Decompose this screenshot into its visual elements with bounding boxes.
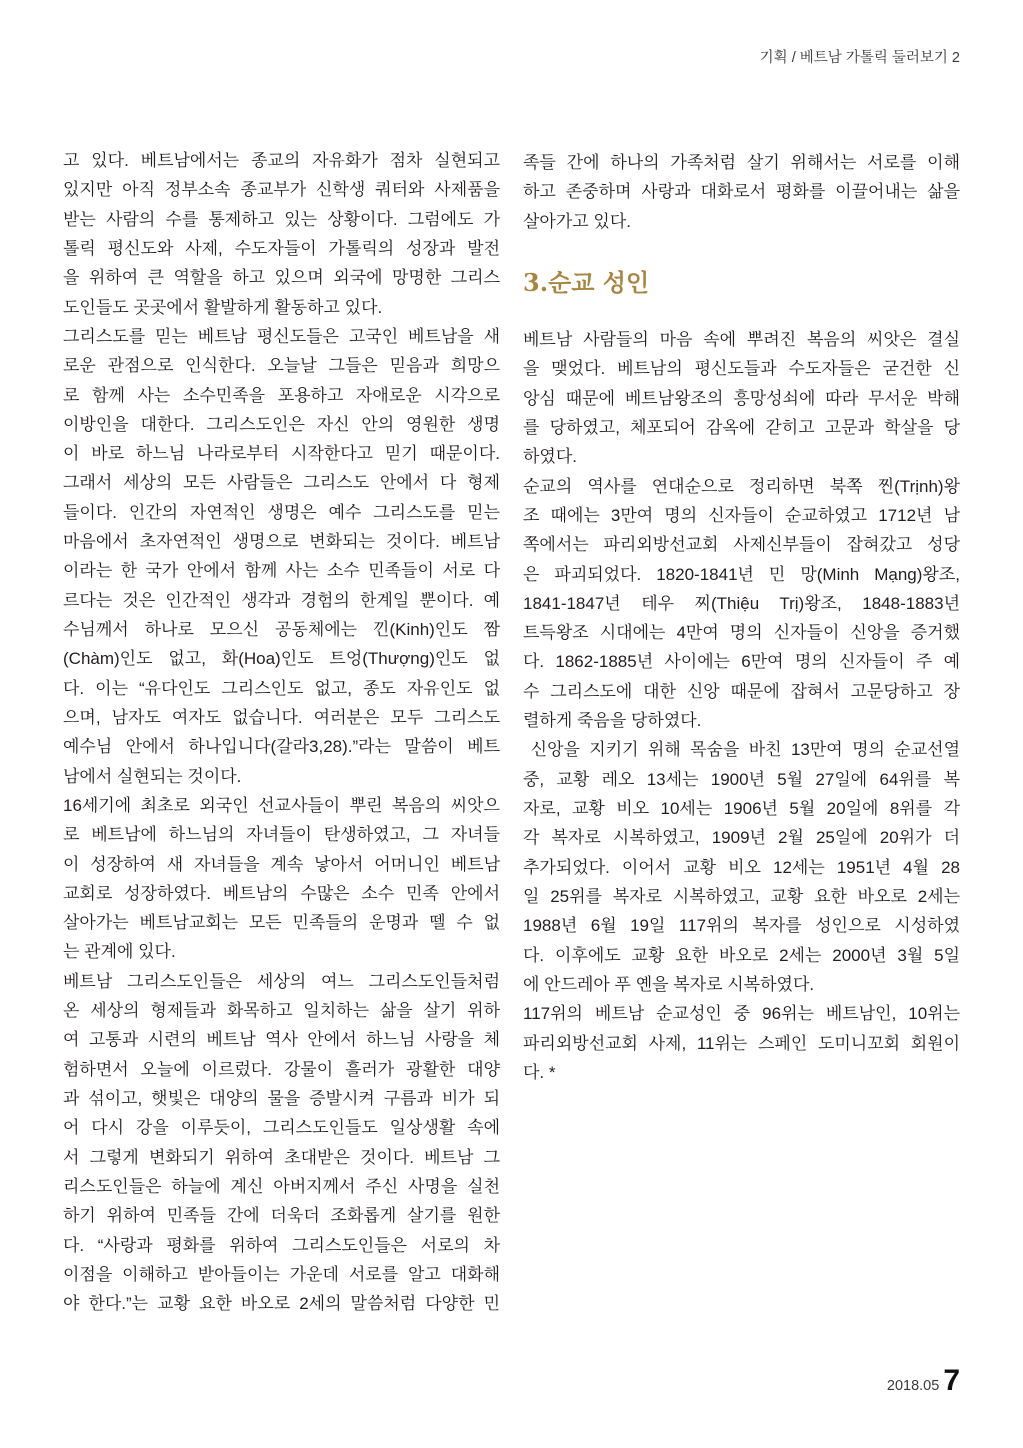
right-column-intro <box>523 148 960 236</box>
text-line: 1988년 6월 19일 117위의 복자를 성인으로 시성하였 <box>523 916 960 936</box>
paragraph <box>523 999 960 1087</box>
text-line: 이 바로 하느님 나라로부터 시작한다고 믿기 때문이다. <box>63 444 500 464</box>
text-line: 다. * <box>523 1062 556 1082</box>
text-line: 남에서 실현되는 것이다. <box>63 766 242 786</box>
paragraph <box>63 322 500 791</box>
right-column-body <box>523 325 960 1087</box>
text-line: 그리스도를 믿는 베트남 평신도들은 고국인 베트남을 새 <box>63 326 500 346</box>
text-line: 1841-1847년 테우 찌(Thiệu Trị)왕조, 1848-1883년 <box>523 593 960 613</box>
text-line: 이 성장하여 새 자녀들을 계속 낳아서 어머니인 베트남 <box>63 854 500 874</box>
text-line: 예수님 안에서 하나입니다(갈라3,28).”라는 말씀이 베트 <box>63 737 500 757</box>
text-line: 서 그렇게 변화되기 위하여 초대받은 것이다. 베트남 그 <box>63 1147 500 1167</box>
text-line: 일 25위를 복자로 시복하였고, 교황 요한 바오로 2세는 <box>523 886 960 906</box>
text-line: 베트남 사람들의 마음 속에 뿌려진 복음의 씨앗은 결실 <box>523 330 960 349</box>
paragraph <box>523 472 960 736</box>
text-line: 신앙을 지키기 위해 목숨을 바친 13만여 명의 순교선열 <box>530 740 960 760</box>
text-line: 다. 이는 “유다인도 그리스인도 없고, 종도 자유인도 없 <box>63 678 500 698</box>
text-line: 앙심 때문에 베트남왕조의 흥망성쇠에 따라 무서운 박해 <box>523 388 960 408</box>
text-line: 16세기에 최초로 외국인 선교사들이 뿌린 복음의 씨앗으 <box>63 795 500 815</box>
text-line: 살아가는 베트남교회는 모든 민족들의 운명과 뗄 수 없 <box>63 913 500 933</box>
text-line: 로 베트남에 하느님의 자녀들이 탄생하였고, 그 자녀들 <box>63 825 500 845</box>
text-line: 이점을 이해하고 받아들이는 가운데 서로를 알고 대화해 <box>63 1264 500 1284</box>
paragraph <box>523 325 960 472</box>
text-line: 로운 관점으로 인식한다. 오늘날 그들은 믿음과 희망으 <box>63 356 500 376</box>
text-line: 로 함께 사는 소수민족을 포용하고 자애로운 시각으로 <box>63 385 500 405</box>
text-line: 교회로 성장하였다. 베트남의 수많은 소수 민족 안에서 <box>63 883 500 903</box>
text-line: 하고 존중하며 사랑과 대화로서 평화를 이끌어내는 삶을 <box>523 182 960 202</box>
paragraph <box>63 146 500 322</box>
text-line: 르다는 것은 인간적인 생각과 경험의 한계일 뿐이다. 예 <box>63 590 500 610</box>
text-line: 수 그리스도에 대한 신앙 때문에 잡혀서 고문당하고 장 <box>523 681 960 701</box>
text-line: 중, 교황 레오 13세는 1900년 5월 27일에 64위를 복 <box>523 769 960 789</box>
text-line: 파리외방선교회 사제, 11위는 스페인 도미니꼬회 회원이 <box>523 1033 960 1053</box>
text-line: 여 고통과 시련의 베트남 역사 안에서 하느님 사랑을 체 <box>63 1030 500 1050</box>
text-line: 추가되었다. 이어서 교황 비오 12세는 1951년 4월 28 <box>523 857 960 877</box>
text-line: 을 위하여 큰 역할을 하고 있으며 외국에 망명한 그리스 <box>63 268 500 288</box>
text-line: 에 안드레아 푸 옌을 복자로 시복하였다. <box>523 974 815 994</box>
text-line: 자로, 교황 비오 10세는 1906년 5월 20일에 8위를 각 <box>523 799 960 818</box>
section-heading: 3.순교 성인 <box>523 268 650 297</box>
text-line: 어 다시 강을 이루듯이, 그리스도인들도 일상생활 속에 <box>63 1118 500 1138</box>
text-line: 117위의 베트남 순교성인 중 96위는 베트남인, 10위는 <box>523 1004 960 1024</box>
text-line: 도인들도 곳곳에서 활발하게 활동하고 있다. <box>63 297 383 317</box>
text-line: 각 복자로 시복하였고, 1909년 2월 25일에 20위가 더 <box>523 828 960 848</box>
text-line: 이방인을 대한다. 그리스도인은 자신 안의 영원한 생명 <box>63 414 500 434</box>
text-line: (Chàm)인도 없고, 화(Hoa)인도 트엉(Thượng)인도 없 <box>63 649 500 669</box>
running-header: 기획 / 베트남 가톨릭 둘러보기 2 <box>759 50 960 66</box>
text-line: 족들 간에 하나의 가족처럼 살기 위해서는 서로를 이해 <box>523 153 960 172</box>
text-line: 수님께서 하나로 모으신 공동체에는 낀(Kinh)인도 짬 <box>63 620 500 639</box>
text-line: 는 관계에 있다. <box>63 942 176 962</box>
text-line: 과 섞이고, 햇빛은 대양의 물을 증발시켜 구름과 비가 되 <box>63 1089 500 1108</box>
text-line: 베트남 그리스도인들은 세상의 여느 그리스도인들처럼 <box>63 971 500 991</box>
issue-date: 2018.05 <box>886 1378 940 1394</box>
text-line: 을 맺었다. 베트남의 평신도들과 수도자들은 굳건한 신 <box>523 359 960 379</box>
text-line: 톨릭 평신도와 사제, 수도자들이 가톨릭의 성장과 발전 <box>63 238 500 258</box>
text-line: 다. “사랑과 평화를 위하여 그리스도인들은 서로의 차 <box>63 1235 500 1255</box>
text-line: 들이다. 인간의 자연적인 생명은 예수 그리스도를 믿는 <box>63 502 500 522</box>
paragraph <box>523 148 960 236</box>
text-line: 그래서 세상의 모든 사람들은 그리스도 안에서 다 형제 <box>63 473 500 493</box>
text-line: 렬하게 죽음을 당하였다. <box>523 711 702 731</box>
text-line: 고 있다. 베트남에서는 종교의 자유화가 점차 실현되고 <box>63 151 500 170</box>
text-line: 살아가고 있다. <box>523 211 631 231</box>
text-line: 있지만 아직 정부소속 종교부가 신학생 쿼터와 사제품을 <box>63 180 500 200</box>
text-line: 순교의 역사를 연대순으로 정리하면 북쪽 찐(Trịnh)왕 <box>523 476 960 496</box>
text-line: 마음에서 초자연적인 생명으로 변화되는 것이다. 베트남 <box>63 532 500 552</box>
paragraph <box>63 967 500 1319</box>
page-number: 7 <box>943 1364 960 1397</box>
page-footer <box>887 1364 960 1398</box>
text-line: 으며, 남자도 여자도 없습니다. 여러분은 모두 그리스도 <box>63 707 500 727</box>
text-line: 하기 위하여 민족들 간에 더욱더 조화롭게 살기를 원한 <box>63 1206 500 1226</box>
text-line: 하였다. <box>523 447 577 467</box>
text-line: 험하면서 오늘에 이르렀다. 강물이 흘러가 광활한 대양 <box>63 1059 500 1079</box>
left-column <box>63 146 500 1319</box>
text-line: 이라는 한 국가 안에서 함께 사는 소수 민족들이 서로 다 <box>63 561 500 581</box>
text-line: 은 파괴되었다. 1820-1841년 민 망(Minh Mạng)왕조, <box>523 564 960 584</box>
text-line: 쪽에서는 파리외방선교회 사제신부들이 잡혀갔고 성당 <box>523 535 960 555</box>
paragraph <box>63 791 500 967</box>
text-line: 조 때에는 3만여 명의 신자들이 순교하였고 1712년 남 <box>523 505 960 525</box>
text-line: 다. 이후에도 교황 요한 바오로 2세는 2000년 3월 5일 <box>523 945 960 965</box>
text-line: 트득왕조 시대에는 4만여 명의 신자들이 신앙을 증거했 <box>523 623 960 643</box>
text-line: 리스도인들은 하늘에 계신 아버지께서 주신 사명을 실천 <box>63 1176 500 1196</box>
text-line: 야 한다.”는 교황 요한 바오로 2세의 말씀처럼 다양한 민 <box>63 1294 500 1314</box>
text-line: 온 세상의 형제들과 화목하고 일치하는 삶을 살기 위하 <box>63 1001 500 1021</box>
text-line: 받는 사람의 수를 통제하고 있는 상황이다. 그럼에도 가 <box>63 209 500 229</box>
paragraph <box>523 735 960 999</box>
text-line: 다. 1862-1885년 사이에는 6만여 명의 신자들이 주 예 <box>523 652 960 672</box>
text-line: 를 당하였고, 체포되어 감옥에 갇히고 고문과 학살을 당 <box>523 417 960 437</box>
